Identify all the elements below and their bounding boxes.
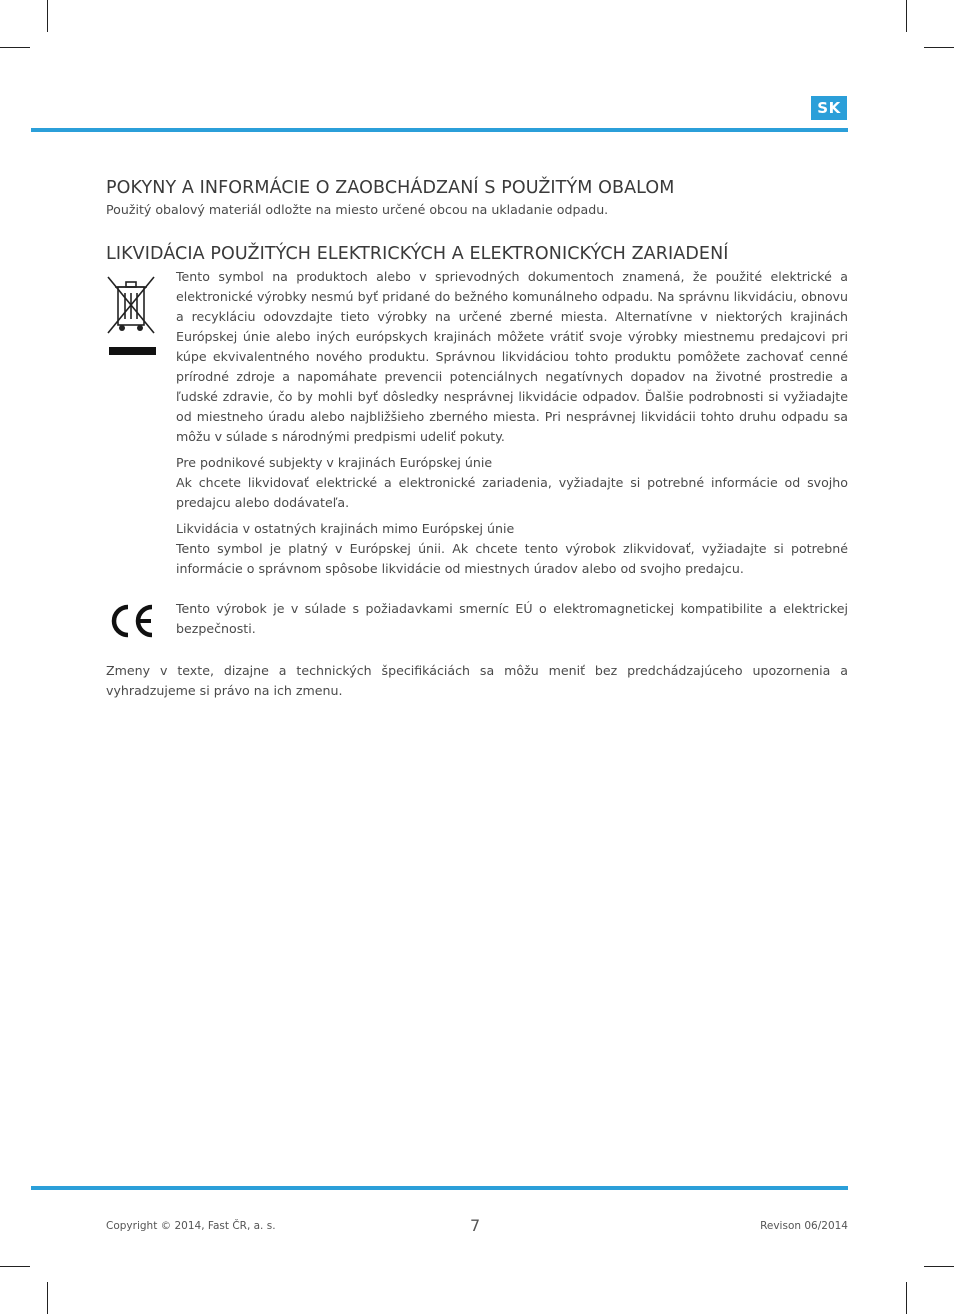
section-title-packaging: POKYNY A INFORMÁCIE O ZAOBCHÁDZANÍ S POUŽITÝM OBALOM: [106, 178, 675, 198]
crop-mark: [906, 1282, 907, 1314]
packaging-text: Použitý obalový materiál odložte na miesto určené obcou na ukladanie odpadu.: [106, 202, 609, 217]
final-note: Zmeny v texte, dizajne a technických špecifikáciách sa môžu meniť bez predchádzajúceho upozornenia a vyhradzujeme si právo na ich zmenu.: [106, 663, 848, 698]
crop-mark: [0, 1266, 30, 1267]
bottom-rule: [31, 1186, 848, 1190]
crop-mark: [924, 1266, 954, 1267]
copyright: Copyright © 2014, Fast ČR, a. s.: [106, 1220, 276, 1232]
page-number: 7: [470, 1216, 481, 1235]
outside-heading: Likvidácia v ostatných krajinách mimo Európskej únie: [176, 521, 515, 536]
weee-crossed-bin-icon: [106, 273, 156, 355]
main-content: [106, 176, 848, 701]
crop-mark: [0, 47, 30, 48]
ce-mark-icon: [106, 601, 156, 641]
weee-block: [106, 267, 848, 585]
language-badge: SK: [811, 96, 847, 120]
business-text: Ak chcete likvidovať elektrické a elektronické zariadenia, vyžiadajte si potrebné informácie od svojho predajcu alebo dodávateľa.: [176, 475, 848, 510]
outside-text: Tento symbol je platný v Európskej únii. Ak chcete tento výrobok zlikvidovať, vyžiadajte si potrebné informácie o správnom spôsobe likvidácie od miestnych úradov alebo od svojho predajcu.: [176, 541, 848, 576]
top-rule: [31, 128, 848, 132]
crop-mark: [924, 47, 954, 48]
section-title-weee: LIKVIDÁCIA POUŽITÝCH ELEKTRICKÝCH A ELEKTRONICKÝCH ZARIADENÍ: [106, 244, 729, 264]
crop-mark: [906, 0, 907, 32]
crop-mark: [47, 1282, 48, 1314]
weee-paragraph: Tento symbol na produktoch alebo v sprievodných dokumentoch znamená, že použité elektrické a elektronické výrobky nesmú byť pridané do bežného komunálneho odpadu. Na správnu likvidáciu, obnovu a recykláciu odovzdajte tieto výrobky na určené zberné miesta. Alternatívne v niektorých krajinách Európskej únie alebo iných európskych krajinách môžete vrátiť svoje výrobky miestnemu predajcovi pri kúpe ekvivalentného nového produktu. Správnou likvidáciou tohto produktu pomôžete zachovať cenné prírodné zdroje a napomáhate prevencii potenciálnych negatívnych dopadov na životné prostredie a ľudské zdravie, čo by mohli byť dôsledky nesprávnej likvidácie odpadov. Ďalšie podrobnosti si vyžiadajte od miestneho úradu alebo najbližšieho zberného miesta. Pri nesprávnej likvidácii tohto druhu odpadu sa môžu v súlade s národnými predpismi udeliť pokuty.: [176, 269, 848, 444]
revision: Revison 06/2014: [760, 1220, 848, 1232]
ce-text: Tento výrobok je v súlade s požiadavkami smerníc EÚ o elektromagnetickej kompatibilite a elektrickej bezpečnosti.: [176, 601, 848, 636]
crop-mark: [47, 0, 48, 32]
business-heading: Pre podnikové subjekty v krajinách Európskej únie: [176, 455, 493, 470]
ce-block: [106, 599, 848, 645]
